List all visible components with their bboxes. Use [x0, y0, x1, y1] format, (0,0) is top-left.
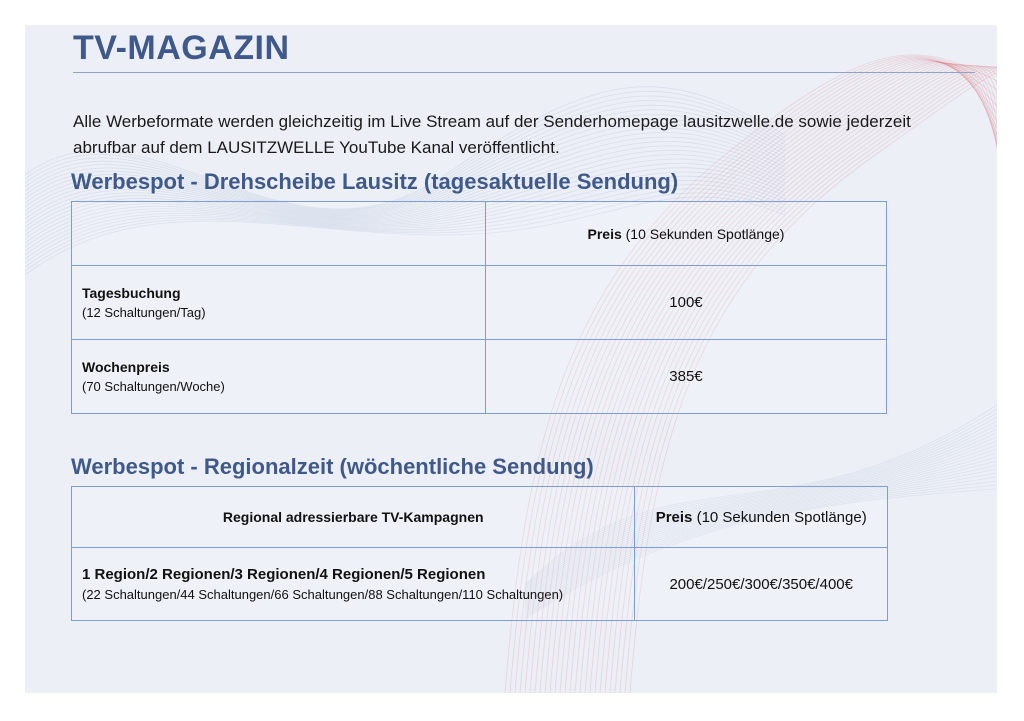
price-label: Preis: [655, 508, 693, 526]
intro-text: Alle Werbeformate werden gleichzeitig im Live Stream auf der Senderhomepage lausitzwelle.de sowie jederzeit abrufbar auf dem LAUSITZWELLE YouTube Kanal veröffentlicht.: [73, 112, 911, 157]
booking-type-label: Tagesbuchung: [82, 285, 181, 301]
price-note: (10 Sekunden Spotlänge): [621, 225, 785, 242]
table-header-row: [72, 202, 887, 266]
booking-type-cell: [72, 340, 486, 414]
booking-type-label: Wochenpreis: [82, 359, 170, 375]
booking-type-sublabel: (70 Schaltungen/Woche): [82, 379, 225, 394]
table-header-empty-cell: [72, 202, 486, 266]
price-value: 100€: [485, 266, 886, 340]
region-cell: [72, 548, 635, 621]
table-header-price-cell: [635, 487, 888, 548]
table-row: [72, 340, 887, 414]
table-row: [72, 266, 887, 340]
region-label: 1 Region/2 Regionen/3 Regionen/4 Regionen/5 Regionen: [82, 566, 486, 583]
section-heading-drehscheibe: Werbespot - Drehscheibe Lausitz (tagesaktuelle Sendung): [71, 169, 679, 194]
region-sublabel: (22 Schaltungen/44 Schaltungen/66 Schaltungen/88 Schaltungen/110 Schaltungen): [82, 587, 564, 602]
price-value: 385€: [485, 340, 886, 414]
table-header-campaign-cell: Regional adressierbare TV-Kampagnen: [72, 487, 635, 548]
price-value: 200€/250€/300€/350€/400€: [635, 548, 888, 621]
price-table-regionalzeit: [71, 486, 888, 621]
page-title: TV-MAGAZIN: [73, 29, 290, 67]
booking-type-sublabel: (12 Schaltungen/Tag): [82, 305, 206, 320]
price-table-drehscheibe: [71, 201, 887, 414]
table-row: [72, 548, 888, 621]
page-panel: [25, 25, 997, 693]
price-label: Preis: [587, 225, 622, 242]
booking-type-cell: [72, 266, 486, 340]
table-header-row: [72, 487, 888, 548]
price-note: (10 Sekunden Spotlänge): [692, 508, 867, 526]
section-heading-regionalzeit: Werbespot - Regionalzeit (wöchentliche Sendung): [71, 454, 594, 479]
title-divider: [73, 72, 975, 73]
table-header-price-cell: [485, 202, 886, 266]
